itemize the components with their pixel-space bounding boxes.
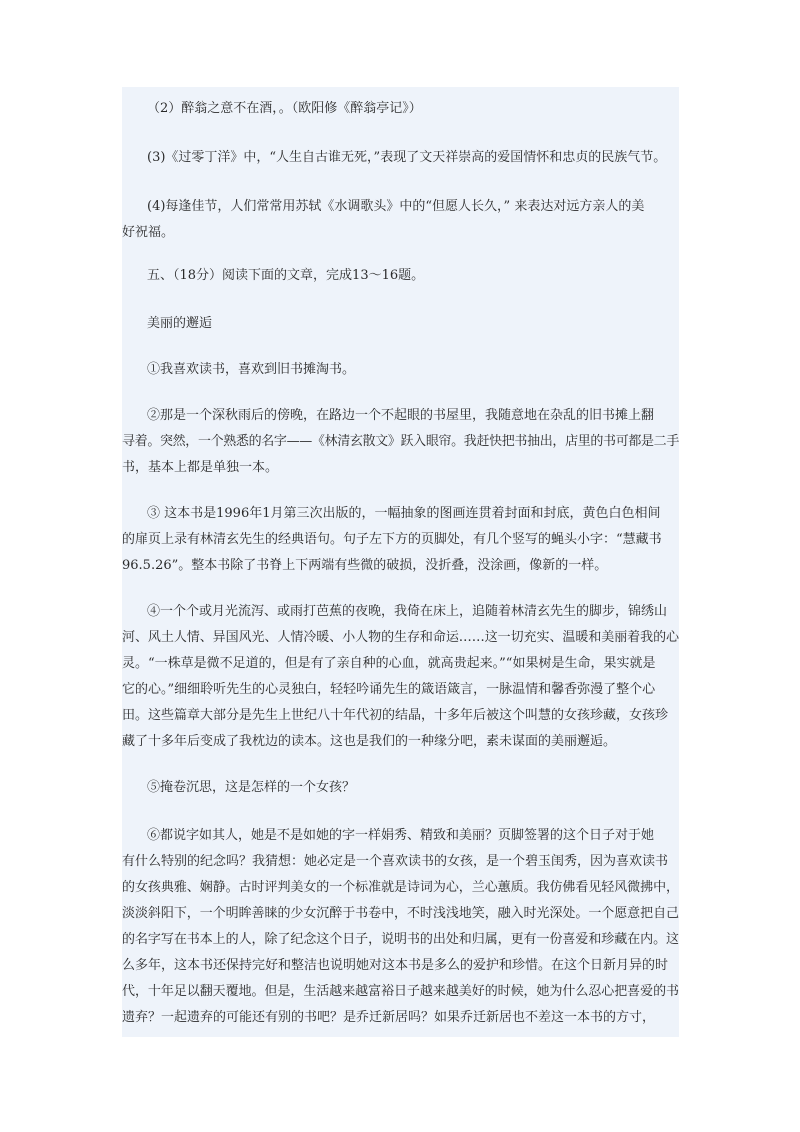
paragraph-line: 么多年，这本书还保持完好和整洁也说明她对这本书是多么的爱护和珍惜。在这个日新月异的时: [122, 958, 669, 973]
paragraph-line: 96.5.26”。整本书除了书脊上下两端有些微的破损，没折叠，没涂画，像新的一样。: [122, 558, 608, 573]
paragraph-line: 好祝福。: [122, 225, 175, 240]
paragraph-line: 河、风土人情、异国风光、人情冷暖、小人物的生存和命运……这一切充实、温暖和美丽着我的心: [122, 630, 679, 645]
article-paragraph-1: [122, 357, 679, 383]
paragraph-line: 书，基本上都是单独一本。: [122, 460, 279, 475]
article-paragraph-6: [122, 823, 679, 1031]
paragraph-line: 灵。“一株草是微不足道的，但是有了亲自种的心血，就高贵起来。”“如果树是生命，果实就是: [122, 656, 656, 671]
document-page: [122, 87, 679, 1037]
paragraph-line: ②那是一个深秋雨后的傍晚，在路边一个不起眼的书屋里，我随意地在杂乱的旧书摊上翻: [147, 408, 655, 423]
paragraph-line: (4)每逢佳节，人们常常用苏轼《水调歌头》中的“但愿人长久，” 来表达对远方亲人的美: [147, 199, 645, 214]
paragraph-line: 的女孩典雅、娴静。古时评判美女的一个标准就是诗词为心，兰心蕙质。我仿佛看见轻风微拂中，: [122, 880, 679, 895]
article-paragraph-5: [122, 775, 679, 801]
paragraph-line: 美丽的邂逅: [147, 316, 213, 331]
paragraph-line: ④一个个或月光流泻、或雨打芭蕉的夜晚，我倚在床上，追随着林清玄先生的脚步，锦绣山: [147, 604, 668, 619]
article-paragraph-3: [122, 501, 679, 579]
paragraph-line: 五、（18分）阅读下面的文章，完成13～16题。: [147, 268, 425, 283]
paragraph-line: 寻着。突然，一个熟悉的名字——《林清玄散文》跃入眼帘。我赶快把书抽出，店里的书可都是二手: [122, 434, 679, 449]
article-paragraph-4: [122, 599, 679, 755]
paragraph-line: ⑥都说字如其人，她是不是如她的字一样娟秀、精致和美丽？页脚签署的这个日子对于她: [147, 828, 655, 843]
paragraph-line: (3)《过零丁洋》中，“人生自古谁无死，”表现了文天祥崇高的爱国情怀和忠贞的民族气节。: [147, 150, 667, 165]
paragraph-line: 淡淡斜阳下，一个明眸善睐的少女沉醉于书卷中，不时浅浅地笑，融入时光深处。一个愿意把自己: [122, 906, 679, 921]
article-title: [122, 311, 679, 337]
paragraph-line: （2）醉翁之意不在酒，。（欧阳修《醉翁亭记》）: [147, 101, 422, 116]
paragraph-line: 的名字写在书本上的人，除了纪念这个日子，说明书的出处和归属，更有一份喜爱和珍藏在内。这: [122, 932, 679, 947]
paragraph-line: 它的心。”细细聆听先生的心灵独白，轻轻吟诵先生的箴语箴言，一脉温情和馨香弥漫了整个心: [122, 682, 656, 697]
paragraph-line: ⑤掩卷沉思，这是怎样的一个女孩？: [147, 780, 356, 795]
paragraph-line: 代，十年足以翻天覆地。但是，生活越来越富裕日子越来越美好的时候，她为什么忍心把喜爱的书: [122, 984, 679, 999]
paragraph-line: 藏了十多年后变成了我枕边的读本。这也是我们的一种缘分吧，素未谋面的美丽邂逅。: [122, 734, 617, 749]
paragraph-line: 的扉页上录有林清玄先生的经典语句。句子左下方的页脚处，有几个竖写的蝇头小字：“慧藏书: [122, 532, 662, 547]
paragraph-line: ①我喜欢读书，喜欢到旧书摊淘书。: [147, 362, 356, 377]
paragraph-line: 有什么特别的纪念吗？我猜想：她必定是一个喜欢读书的女孩，是一个碧玉闺秀，因为喜欢读书: [122, 854, 669, 869]
paragraph-line: 田。这些篇章大部分是先生上世纪八十年代初的结晶，十多年后被这个叫慧的女孩珍藏，女孩珍: [122, 708, 669, 723]
article-paragraph-2: [122, 403, 679, 481]
paragraph-line: 遗弃？一起遗弃的可能还有别的书吧？是乔迁新居吗？如果乔迁新居也不差这一本书的方寸，: [122, 1010, 656, 1025]
fill-blank-item-3: [122, 145, 679, 171]
section-heading: [122, 263, 679, 289]
fill-blank-item-4: [122, 194, 679, 246]
fill-blank-item-2: [122, 96, 679, 122]
paragraph-line: ③ 这本书是1996年1月第三次出版的，一幅抽象的图画连贯着封面和封底，黄色白色相间: [147, 506, 661, 521]
